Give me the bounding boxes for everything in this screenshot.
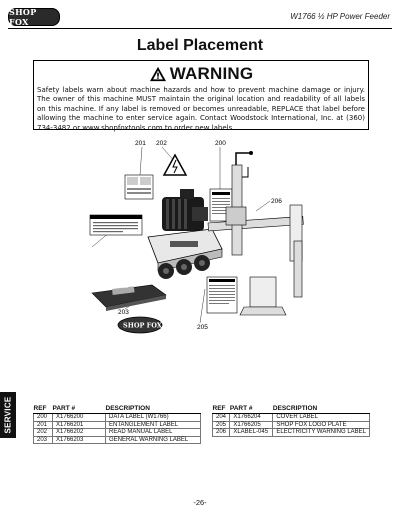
part-cell: X1766202 <box>53 429 106 437</box>
part-cell: X1766201 <box>53 421 106 429</box>
machine-base <box>240 277 286 315</box>
column-header-description: DESCRIPTION <box>273 405 370 414</box>
warning-header <box>34 64 368 83</box>
part-cell: X1766205 <box>230 421 273 429</box>
part-cell: XLABEL-045 <box>230 429 273 437</box>
label-placement-diagram <box>80 137 330 337</box>
service-section-tab <box>0 392 16 438</box>
data-plate <box>92 284 166 311</box>
column-header-ref: REF <box>213 405 230 414</box>
callout-203: 203 <box>118 309 129 316</box>
electricity-warning-icon <box>164 155 186 175</box>
part-cell: X1766204 <box>230 414 273 422</box>
general-warning-label <box>90 215 142 235</box>
parts-table-left <box>33 405 201 444</box>
part-cell: X1766200 <box>53 414 106 422</box>
logo-plate <box>118 317 163 333</box>
part-cell: X1766203 <box>53 436 106 444</box>
table-row <box>34 429 201 437</box>
warning-text: Safety labels warn about machine hazards and how to prevent machine damage or injury. The owner of this machine MUST maintain the original location and readability of all labels on this machine. If any label is removed or becomes unreadable, REPLACE that label before allowing the machine to enter service again. Contact Woodstock International, Inc. at (360) 734-3482 or www.shopfoxtools.com to order new labels. <box>37 86 365 132</box>
page-number: -26- <box>193 498 207 507</box>
support-arm <box>208 151 303 297</box>
ref-cell: 200 <box>34 414 53 422</box>
description-cell: SHOP FOX LOGO PLATE <box>273 421 370 429</box>
description-cell: READ MANUAL LABEL <box>106 429 201 437</box>
callout-200: 200 <box>215 140 226 147</box>
callout-206: 206 <box>271 198 282 205</box>
header-title: W1766 ½ HP Power Feeder <box>290 12 390 21</box>
page-title: Label Placement <box>136 37 264 54</box>
table-row <box>34 436 201 444</box>
column-header-part: PART # <box>230 405 273 414</box>
warning-box <box>33 60 369 130</box>
description-cell: COVER LABEL <box>273 414 370 422</box>
cover-label <box>207 277 237 313</box>
motor <box>162 189 208 231</box>
ref-cell: 204 <box>213 414 230 422</box>
entanglement-label <box>125 175 153 199</box>
callout-202: 202 <box>156 140 167 147</box>
callout-205: 205 <box>197 324 208 331</box>
column-header-part: PART # <box>53 405 106 414</box>
ref-cell: 202 <box>34 429 53 437</box>
logo-text: SHOP FOX <box>9 7 37 27</box>
plate-logo-text: SHOP FOX <box>104 284 128 289</box>
column-header-ref: REF <box>34 405 53 414</box>
header-divider <box>8 28 392 29</box>
feeder-body <box>148 229 222 279</box>
description-cell: GENERAL WARNING LABEL <box>106 436 201 444</box>
logo-plate-text: SHOP FOX <box>123 321 162 330</box>
table-row <box>34 414 201 422</box>
column-header-description: DESCRIPTION <box>106 405 201 414</box>
table-row <box>213 421 370 429</box>
description-cell: ELECTRICITY WARNING LABEL <box>273 429 370 437</box>
table-row <box>34 421 201 429</box>
description-cell: DATA LABEL (W1766) <box>106 414 201 422</box>
warning-heading: WARNING <box>169 63 254 83</box>
table-row <box>213 429 370 437</box>
shop-fox-logo <box>8 8 60 26</box>
warning-triangle-icon <box>149 66 167 82</box>
description-cell: ENTANGLEMENT LABEL <box>106 421 201 429</box>
ref-cell: 205 <box>213 421 230 429</box>
ref-cell: 201 <box>34 421 53 429</box>
parts-table-right <box>212 405 370 437</box>
callout-201: 201 <box>135 140 146 147</box>
table-row <box>213 414 370 422</box>
ref-cell: 203 <box>34 436 53 444</box>
ref-cell: 206 <box>213 429 230 437</box>
service-tab-label: SERVICE <box>3 396 13 434</box>
